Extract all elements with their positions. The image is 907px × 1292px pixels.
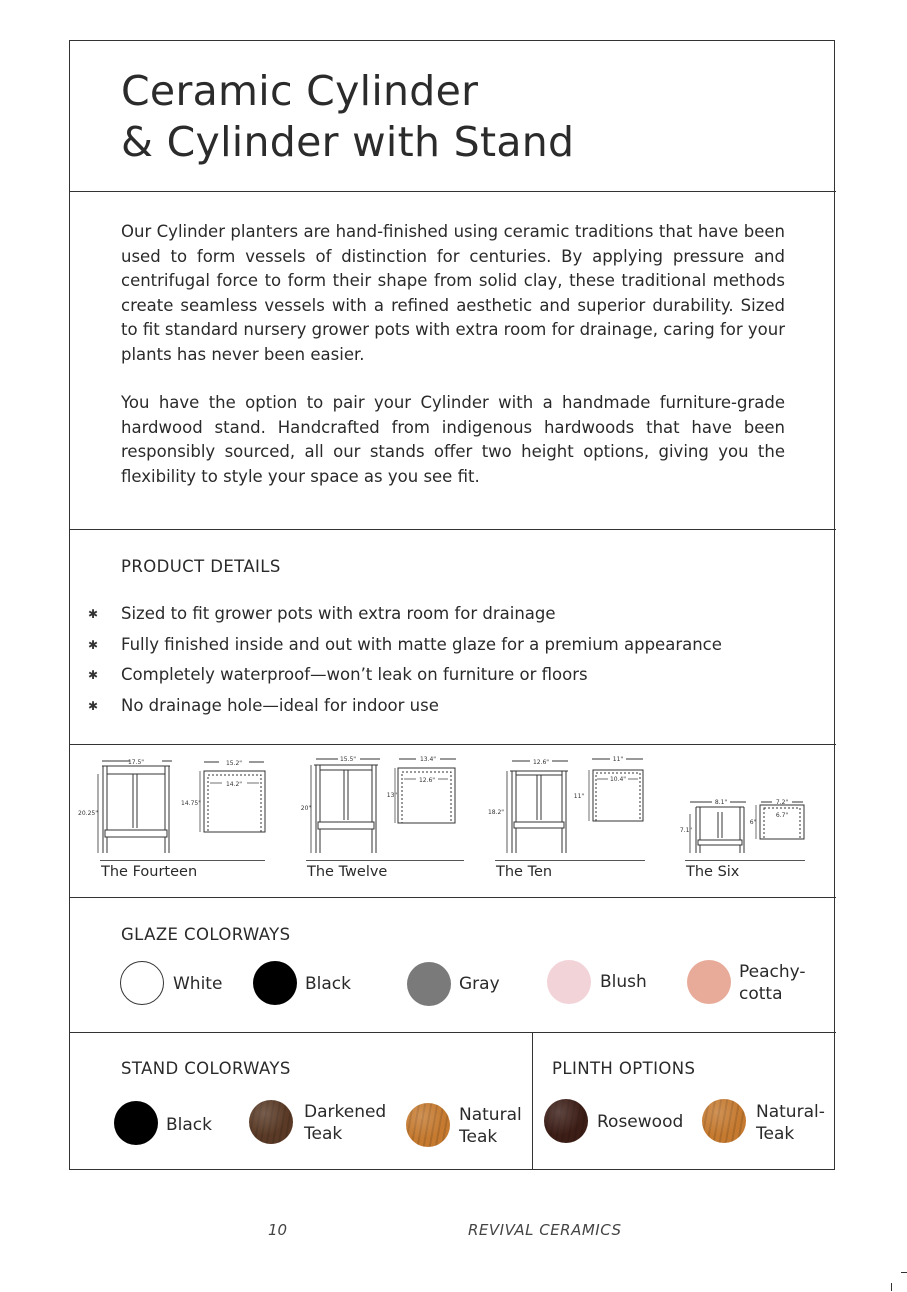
glaze-label: White bbox=[173, 974, 223, 994]
size-label: The Fourteen bbox=[101, 864, 198, 880]
footer-brand: REVIVAL CERAMICS bbox=[468, 1221, 622, 1239]
size-diagram-fourteen bbox=[74, 752, 274, 862]
list-item: ✱ Completely waterproof—won’t leak on furniture or floors bbox=[88, 662, 722, 693]
svg-text:20": 20" bbox=[300, 805, 312, 812]
size-label: The Twelve bbox=[307, 864, 388, 880]
stand-label: Black bbox=[166, 1115, 212, 1135]
diagram-baseline bbox=[495, 860, 645, 861]
svg-text:7.2": 7.2" bbox=[775, 799, 789, 806]
size-label: The Ten bbox=[496, 864, 553, 880]
divider bbox=[69, 744, 836, 745]
crop-mark bbox=[891, 1283, 892, 1291]
stand-swatch-darkened-teak[interactable] bbox=[249, 1100, 293, 1144]
intro-paragraph: You have the option to pair your Cylinder with a handmade furniture-grade hardwood stand. Handcrafted from indigenous hardwoods that have been responsibly sourced, all our stands offer two height options, giving you the flexibility to style your space as you see fit. bbox=[121, 393, 785, 486]
svg-text:18.2": 18.2" bbox=[487, 809, 505, 816]
divider bbox=[69, 191, 836, 192]
size-label: The Six bbox=[686, 864, 740, 880]
svg-text:13": 13" bbox=[386, 792, 398, 799]
plinth-label: Natural- Teak bbox=[756, 1102, 825, 1144]
intro-paragraph: Our Cylinder planters are hand-finished using ceramic traditions that have been used to form vessels of distinction for centuries. By applying pressure and centrifugal force to form their shape from solid clay, these traditional methods create seamless vessels with a refined aesthetic and superior durability. Sized to fit standard nursery grower pots with extra room for drainage, caring for your plants has never been easier. bbox=[121, 222, 785, 364]
stand-label: Darkened Teak bbox=[304, 1102, 387, 1144]
glaze-label: Black bbox=[305, 974, 351, 994]
list-item: ✱ Sized to fit grower pots with extra room for drainage bbox=[88, 601, 722, 632]
svg-text:7.1": 7.1" bbox=[679, 827, 693, 834]
title-line-2: & Cylinder with Stand bbox=[121, 118, 575, 166]
svg-text:20.25": 20.25" bbox=[78, 810, 98, 817]
svg-text:6": 6" bbox=[749, 819, 757, 826]
svg-text:15.5": 15.5" bbox=[339, 756, 357, 763]
glaze-swatch-blush[interactable] bbox=[547, 960, 591, 1004]
svg-text:10.4": 10.4" bbox=[609, 776, 627, 783]
stand-swatch-natural-teak[interactable] bbox=[406, 1103, 450, 1147]
page-number: 10 bbox=[268, 1221, 288, 1239]
divider bbox=[69, 897, 836, 898]
list-item: ✱ No drainage hole—ideal for indoor use bbox=[88, 693, 722, 724]
glaze-swatch-gray[interactable] bbox=[407, 962, 451, 1006]
diagram-baseline bbox=[100, 860, 265, 861]
asterisk-bullet-icon: ✱ bbox=[88, 699, 99, 714]
diagram-baseline bbox=[306, 860, 464, 861]
size-diagram-twelve bbox=[298, 752, 468, 862]
svg-text:8.1": 8.1" bbox=[714, 799, 728, 806]
divider bbox=[69, 529, 836, 530]
plinth-label: Rosewood bbox=[597, 1112, 684, 1132]
glaze-label: Blush bbox=[600, 972, 647, 992]
size-diagram-six bbox=[676, 752, 816, 862]
svg-text:17.5": 17.5" bbox=[127, 759, 145, 766]
title-line-1: Ceramic Cylinder bbox=[121, 67, 479, 115]
asterisk-bullet-icon: ✱ bbox=[88, 607, 99, 621]
glaze-swatch-peachy-cotta[interactable] bbox=[687, 960, 731, 1004]
stand-colorways-heading: STAND COLORWAYS bbox=[121, 1059, 291, 1078]
asterisk-bullet-icon: ✱ bbox=[88, 637, 99, 652]
divider bbox=[69, 1032, 836, 1033]
crop-mark bbox=[901, 1272, 907, 1273]
svg-text:14.2": 14.2" bbox=[225, 781, 243, 788]
product-details-heading: PRODUCT DETAILS bbox=[121, 557, 281, 576]
stand-swatch-black[interactable] bbox=[114, 1101, 158, 1145]
glaze-swatch-black[interactable] bbox=[253, 961, 297, 1005]
svg-text:15.2": 15.2" bbox=[225, 760, 243, 767]
divider bbox=[532, 1032, 533, 1170]
svg-text:6.7": 6.7" bbox=[775, 812, 789, 819]
svg-text:11": 11" bbox=[573, 793, 585, 800]
svg-text:12.6": 12.6" bbox=[532, 759, 550, 766]
page-title bbox=[121, 66, 574, 168]
svg-text:13.4": 13.4" bbox=[419, 756, 437, 763]
plinth-swatch-natural-teak[interactable] bbox=[702, 1099, 746, 1143]
glaze-label: Peachy- cotta bbox=[739, 962, 806, 1004]
svg-text:11": 11" bbox=[612, 756, 624, 763]
stand-label: Natural Teak bbox=[459, 1105, 522, 1147]
glaze-colorways-heading: GLAZE COLORWAYS bbox=[121, 925, 291, 944]
svg-text:14.75": 14.75" bbox=[181, 800, 201, 807]
plinth-options-heading: PLINTH OPTIONS bbox=[552, 1059, 696, 1078]
glaze-label: Gray bbox=[459, 974, 500, 994]
list-item: ✱ Fully finished inside and out with matte glaze for a premium appearance bbox=[88, 632, 722, 663]
asterisk-bullet-icon: ✱ bbox=[88, 668, 99, 683]
plinth-swatch-rosewood[interactable] bbox=[544, 1099, 588, 1143]
glaze-swatch-white[interactable] bbox=[120, 961, 164, 1005]
product-details-list bbox=[88, 601, 722, 724]
svg-text:12.6": 12.6" bbox=[418, 777, 436, 784]
diagram-baseline bbox=[685, 860, 805, 861]
size-diagram-ten bbox=[486, 752, 651, 862]
